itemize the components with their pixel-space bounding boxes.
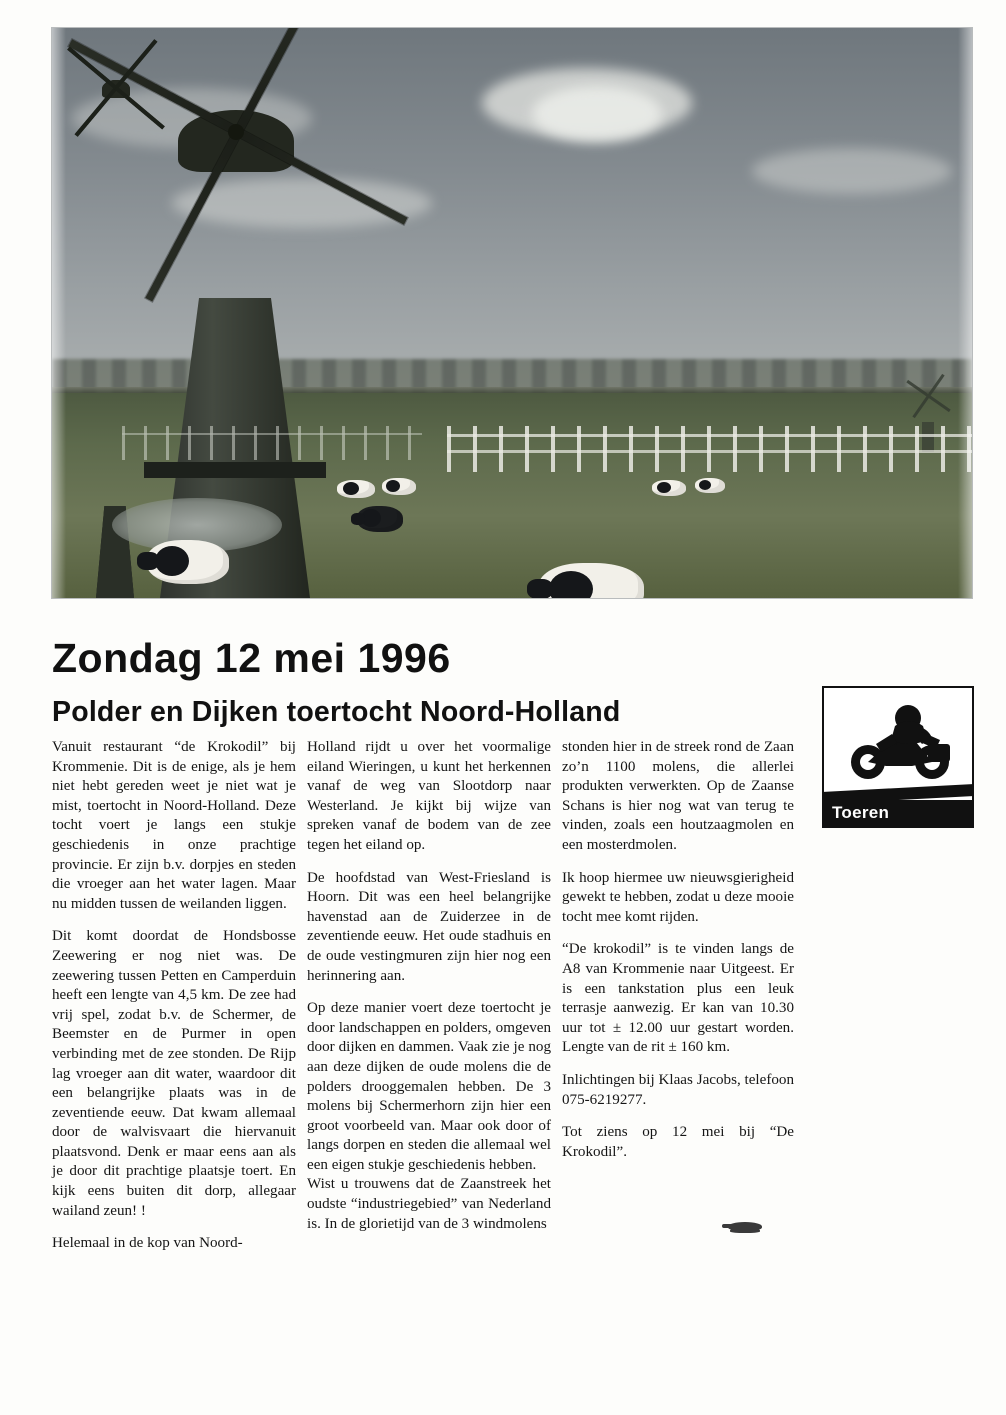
toeren-logo-box <box>822 686 974 828</box>
cow <box>539 563 644 598</box>
motorcycle-rider-icon <box>834 696 964 788</box>
body-column-2 <box>307 738 551 1234</box>
paragraph: stonden hier in de streek rond de Zaan zo’n 1100 molens, die allerlei produkten verwerkten. Op de Zaanse Schans is hier nog wat van terug te vinden, zoals een houtzaagmolen en een mosterdmolen. <box>562 739 794 853</box>
paragraph: Dit komt doordat de Hondsbosse Zeewering er nog niet was. De zeewering tussen Petten en Camperduin heeft een lengte van 4,5 km. De zee had vrij spel, zodat b.v. de Schermer, de Beemster en de Purmer in open verbinding met de zee stonden. De Rijp lag vroeger aan dit water, waardoor dit een belangrijke plaats was in de zeventiende eeuw. Dat kwam allemaal door de walvisvaart die hiervanuit plaatsvond. Denk er maar eens aan als je door dit prachtige plaatsje toert. En kijk eens buiten dit dorp, allegaar wailand zeun! ! <box>52 928 296 1219</box>
paragraph: Holland rijdt u over het voormalige eiland Wieringen, u kunt het herkennen vanaf de weg van Slootdorp naar Westerland. Je kijkt bij wijze van spreken vanaf de bodem van de zee tegen het eiland op. <box>307 739 551 853</box>
paragraph: Inlichtingen bij Klaas Jacobs, telefoon 075-6219277. <box>562 1071 794 1108</box>
fence <box>122 426 422 460</box>
cow <box>652 480 686 496</box>
cloud-shape <box>752 148 952 194</box>
paragraph: De hoofdstad van West-Friesland is Hoorn. Dit was een heel belangrijke havenstad aan de Zuiderzee in de zeventiende eeuw. Het oude stadhuis en de oude vestingmuren zijn hier nog een herinnering aan. <box>307 869 551 984</box>
cloud-shape <box>532 86 662 142</box>
body-column-3 <box>562 738 794 1175</box>
logo-label-band <box>824 800 972 826</box>
paragraph: Op deze manier voert deze toertocht je door landschappen en polders, omgeven door dijken en dammen. Vaak zie je nog aan deze dijken de oude molens die de polders drooggemalen hebben. De 3 molens bij Schermerhorn zijn hier een groot voorbeeld van. Maar ook door of langs dorpen en steden die allemaal wel een eigen stukje geschiedenis hebben. <box>307 1000 551 1173</box>
cow <box>357 506 403 532</box>
page-subtitle: Polder en Dijken toertocht Noord-Holland <box>52 695 621 728</box>
windmill-blade <box>928 395 951 412</box>
windmills-landscape-photo <box>52 28 972 598</box>
logo-label: Toeren <box>832 803 890 822</box>
cow <box>337 480 375 498</box>
cow <box>147 540 229 584</box>
page-title: Zondag 12 mei 1996 <box>52 635 451 682</box>
paragraph: “De krokodil” is te vinden langs de A8 van Krommenie naar Uitgeest. Er is een tankstation plus een leuk terrasje aanwezig. Er kan van 10.30 uur tot ± 12.00 uur gestart worden. Lengte van de rit ± 160 km. <box>562 941 794 1056</box>
cow <box>695 478 725 493</box>
paragraph: Vanuit restaurant “de Krokodil” bij Krommenie. Dit is de enige, als je hem niet hebt gereden weet je niet wat je mist, toertocht in Noord-Holland. Deze tocht voert je langs een stukje geschiedenis in onze prachtige provincie. Er zijn b.v. dorpjes en steden die vroeger aan het water lagen. Maar nu midden tussen de weilanden liggen. <box>52 739 296 912</box>
paragraph: Ik hoop hiermee uw nieuwsgierigheid gewekt te hebben, zodat u deze mooie tocht mee komt rijden. <box>562 869 794 925</box>
motorcycle-ornament-icon <box>728 1222 768 1238</box>
windmill-hub <box>228 124 244 140</box>
paragraph: Tot ziens op 12 mei bij “De Krokodil”. <box>562 1124 794 1160</box>
body-column-1 <box>52 738 296 1254</box>
windmill-gallery <box>144 462 326 478</box>
fence <box>447 426 972 472</box>
paragraph: Wist u trouwens dat de Zaanstreek het oudste “industriegebied” van Nederland is. In de glorietijd van de 3 windmolens <box>307 1176 551 1232</box>
cow <box>382 478 416 495</box>
windmill-blade <box>912 395 929 418</box>
paragraph: Helemaal in de kop van Noord- <box>52 1235 243 1252</box>
